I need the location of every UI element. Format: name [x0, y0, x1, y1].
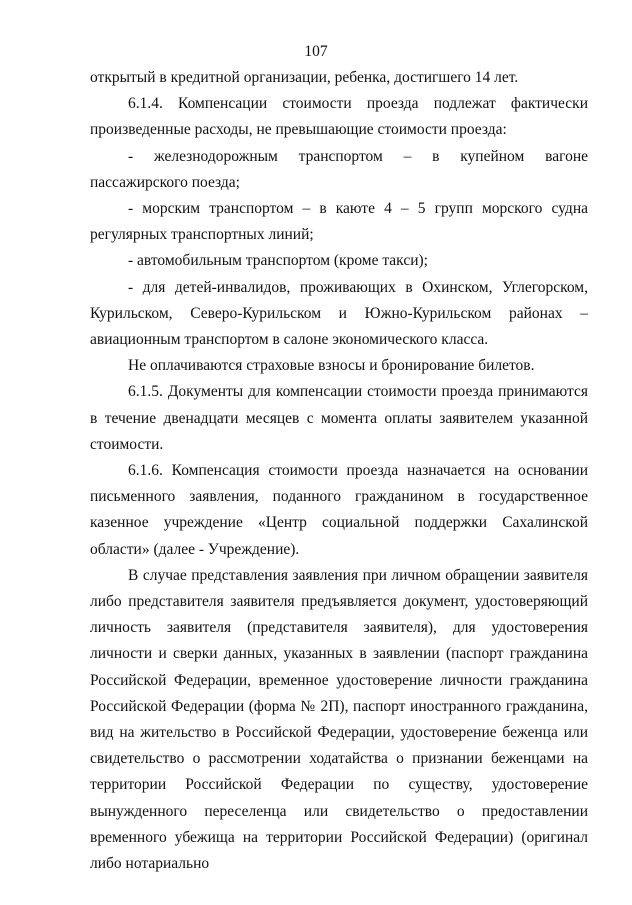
list-item-air: - для детей-инвалидов, проживающих в Охинском, Углегорском, Курильском, Северо-Курильском и Южно-Курильском районах – авиационным транспортом в салоне экономического класса. — [90, 278, 588, 349]
paragraph-6-1-5: 6.1.5. Документы для компенсации стоимости проезда принимаются в течение двенадцати месяцев с момента оплаты заявителем указанной стоимости. — [90, 383, 588, 453]
paragraph-not-paid: Не оплачиваются страховые взносы и бронирование билетов. — [128, 357, 535, 375]
page-number: 107 — [304, 43, 328, 60]
paragraph-6-1-4: 6.1.4. Компенсации стоимости проезда подлежат фактически произведенные расходы, не превышающие стоимости проезда: — [90, 95, 588, 139]
list-item-sea: - морским транспортом – в каюте 4 – 5 групп морского судна регулярных транспортных линий; — [90, 200, 588, 244]
paragraph-identity-docs: В случае представления заявления при личном обращении заявителя либо представителя заявителя предъявляется документ, удостоверяющий личность заявителя (представителя заявителя), для удостоверения личности и сверки данных, указанных в заявлении (паспорт гражданина Российской Федерации, временное удостоверение личности гражданина Российской Федерации (форма № 2П), паспорт иностранного гражданина, вид на жительство в Российской Федерации, удостоверение беженца или свидетельство о рассмотрении ходатайства о признании беженцами на территории Российской Федерации по существу, удостоверение вынужденного переселенца или свидетельство о предоставлении временного убежища на территории Российской Федерации) (оригинал либо нотариально — [90, 566, 588, 873]
paragraph-6-1-6: 6.1.6. Компенсация стоимости проезда назначается на основании письменного заявления, поданного гражданином в государственное казенное учреждение «Центр социальной поддержки Сахалинской области» (далее - Учреждение). — [90, 462, 588, 558]
paragraph-continuation: открытый в кредитной организации, ребенка, достигшего 14 лет. — [90, 69, 519, 86]
list-item-rail: - железнодорожным транспортом – в купейном вагоне пассажирского поезда; — [90, 147, 588, 191]
list-item-auto: - автомобильным транспортом (кроме такси); — [128, 252, 428, 270]
document-body — [90, 65, 588, 877]
